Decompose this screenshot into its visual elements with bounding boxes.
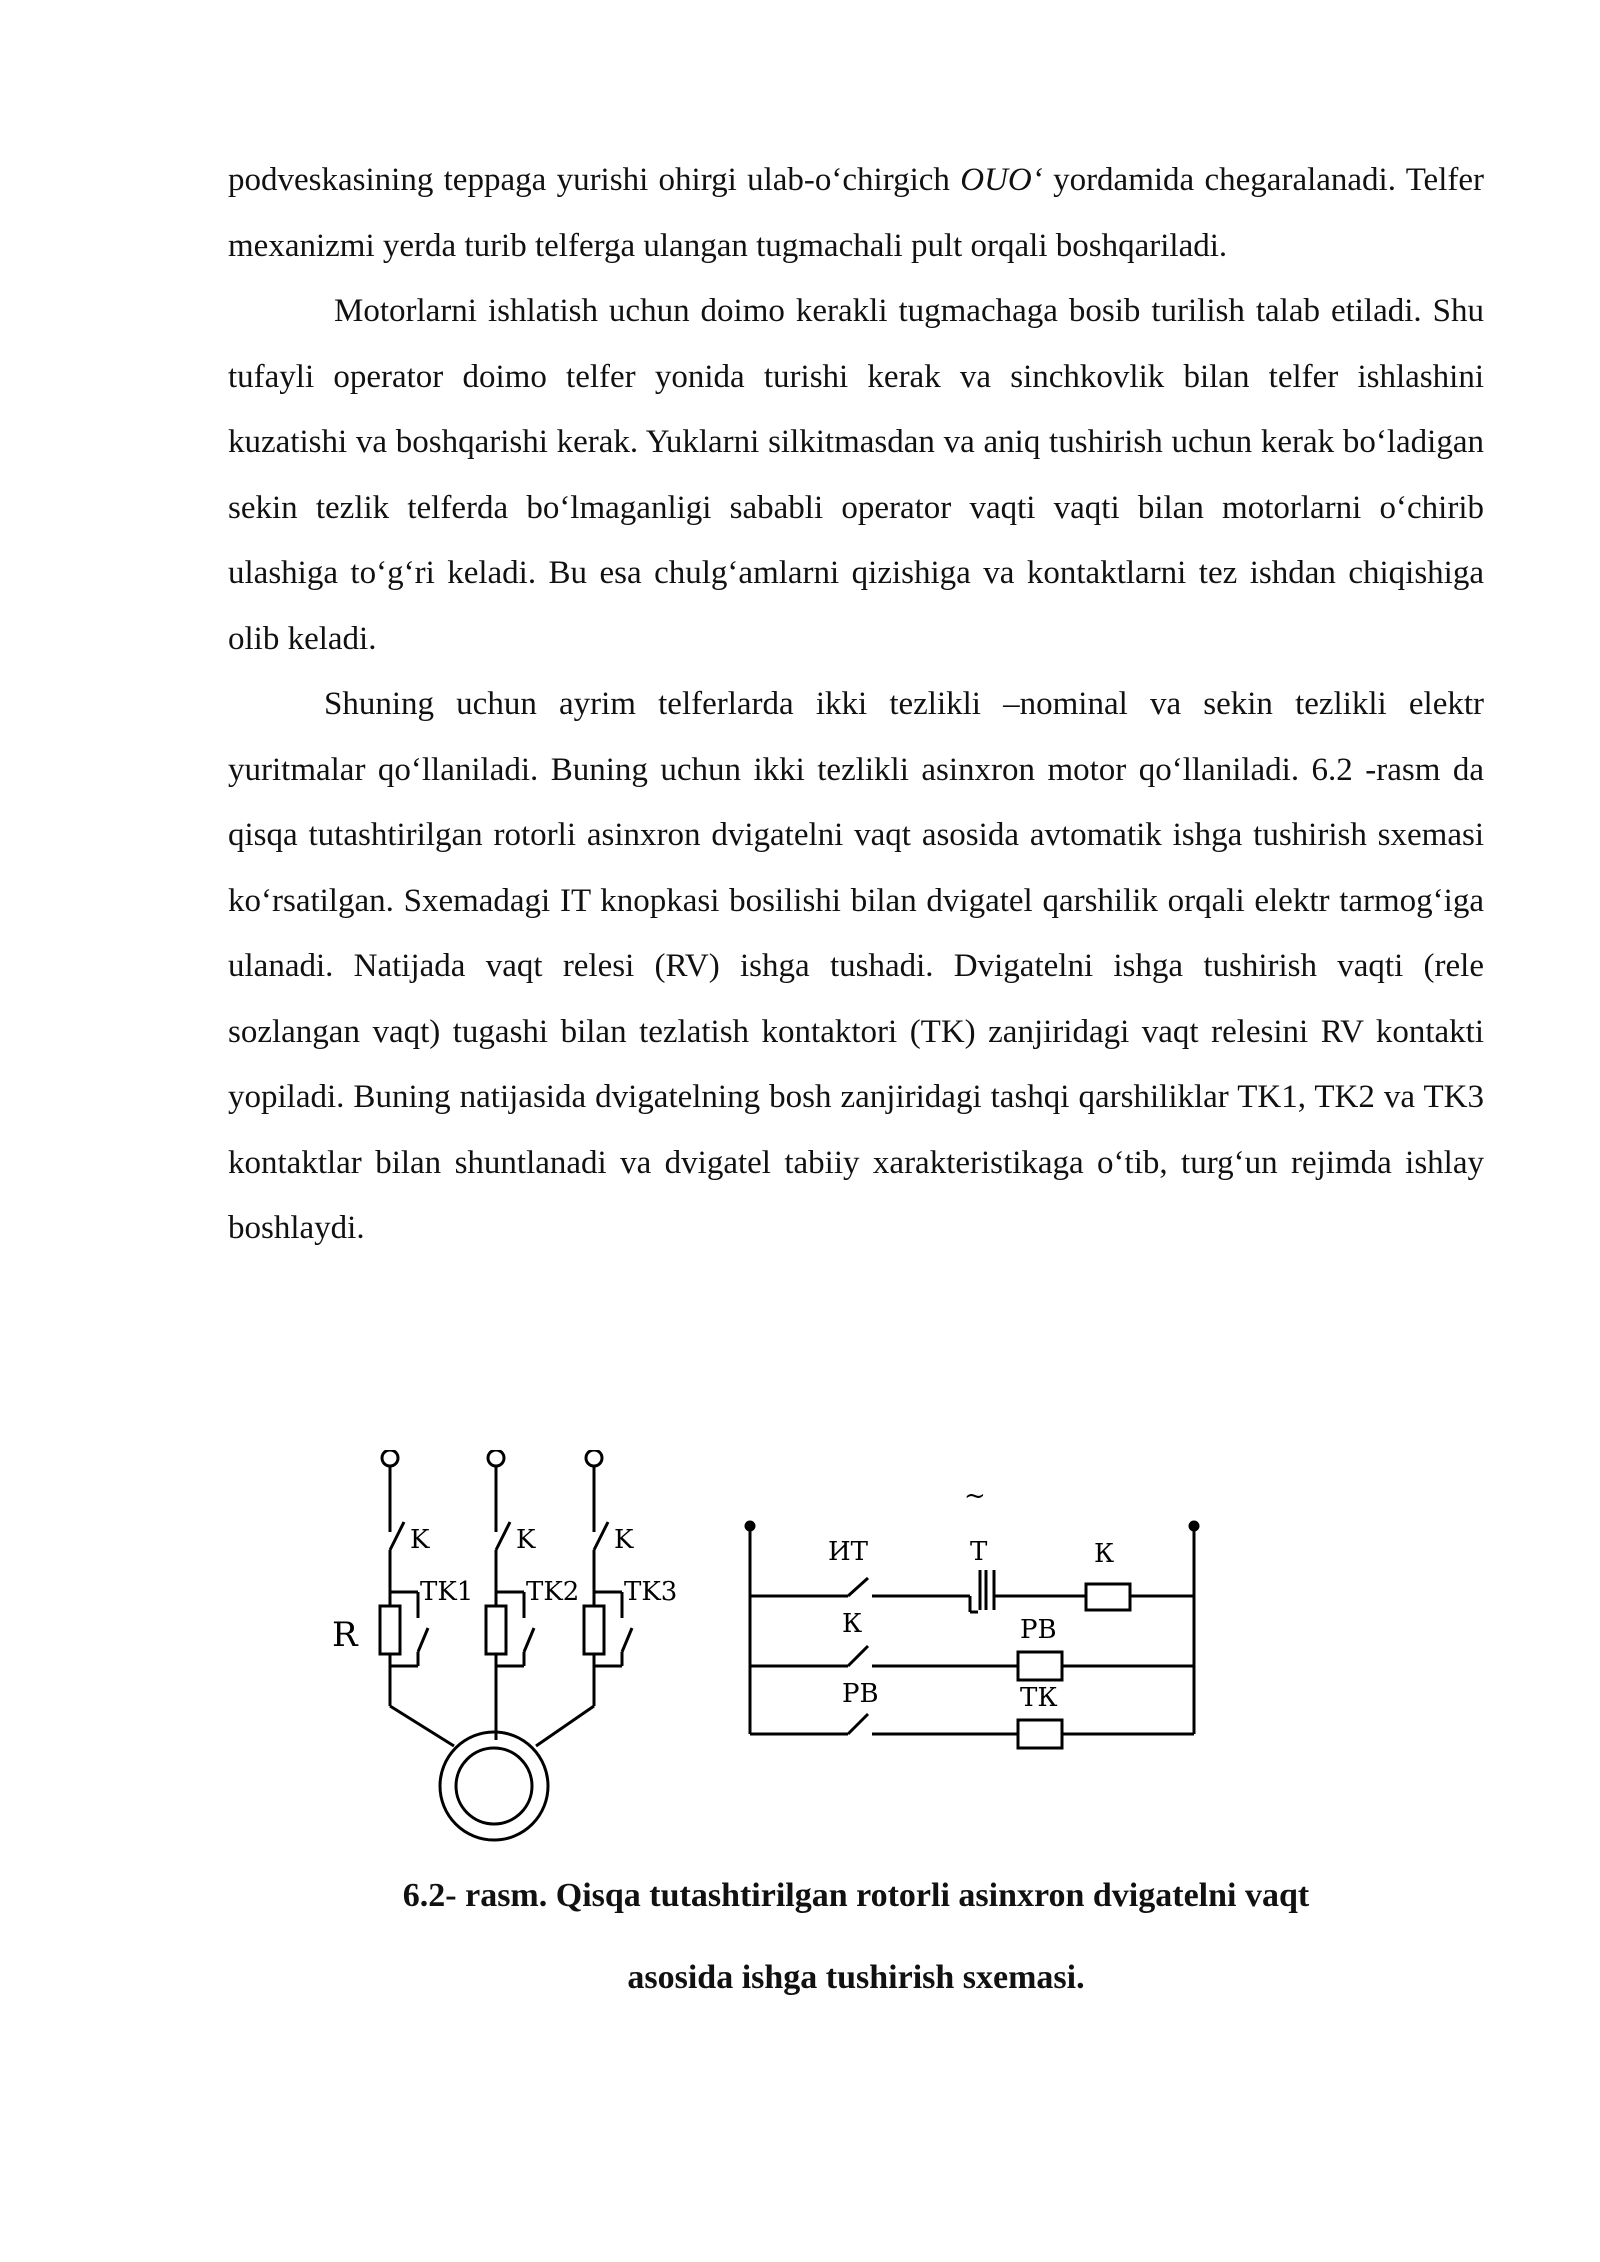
label-tk1: TK1 [420, 1577, 474, 1607]
label-k2: K [516, 1525, 536, 1555]
label-tilde: ~ [964, 1481, 986, 1511]
paragraph-2: Motorlarni ishlatish uchun doimo kerakli tugmachaga bosib turilish talab etiladi. Shu tufayli operator doimo telfer yonida turishi kerak va sinchkovlik bilan telfer ishlashini kuzatishi va boshqarishi kerak. Yuklarni silkitmasdan va aniq tushirish uchun kerak bo‘ladigan sekin tezlik telferda bo‘lmaganligi sababli operator vaqti vaqti bilan motorlarni o‘chirib ulashiga to‘g‘ri keladi. Bu esa chulg‘amlarni qizishiga va kontaktlarni tez ishdan chiqishiga olib keladi. [228, 293, 1484, 657]
label-tk2: TK2 [526, 1577, 580, 1607]
label-k1: K [410, 1525, 430, 1555]
paragraph-3: Shuning uchun ayrim telferlarda ikki tezlikli –nominal va sekin tezlikli elektr yuritmalar qo‘llaniladi. Buning uchun ikki tezlikli asinxron motor qo‘llaniladi. 6.2 -rasm da qisqa tutashtirilgan rotorli asinxron dvigatelni vaqt asosida avtomatik ishga tushirish sxemasi ko‘rsatilgan. Sxemadagi IT knopkasi bosilishi bilan dvigatel qarshilik orqali elektr tarmog‘iga ulanadi. Natijada vaqt relesi (RV) ishga tushadi. Dvigatelni ishga tushirish vaqti (rele sozlangan vaqt) tugashi bilan tezlatish kontaktori (TK) zanjiridagi vaqt relesini RV kontakti yopiladi. Buning natijasida dvigatelning bosh zanjiridagi tashqi qarshiliklar TK1, TK2 va TK3 kontaktlar bilan shuntlanadi va dvigatel tabiiy xarakteristikaga o‘tib, turg‘un rejimda ishlay boshlaydi. [228, 686, 1484, 1246]
circuit-diagram [318, 1450, 1218, 1870]
paragraph-1: podveskasining teppaga yurishi ohirgi ulab-o‘chirgich OUO‘ yordamida chegaralanadi. Telfer mexanizmi yerda turib telferga ulangan tugmachali pult orqali boshqariladi. [228, 162, 1484, 264]
label-rv-contact: РВ [842, 1679, 879, 1709]
label-r: R [332, 1615, 358, 1655]
label-t: Т [970, 1537, 988, 1567]
label-tk-coil: ТК [1020, 1683, 1058, 1713]
figure-caption-line-1: 6.2- rasm. Qisqa tutashtirilgan rotorli asinxron dvigatelni vaqt [402, 1877, 1310, 1914]
label-k-contact: К [842, 1609, 863, 1639]
label-k-coil: К [1094, 1539, 1115, 1569]
label-k3: K [614, 1525, 634, 1555]
body-text [228, 148, 1484, 1262]
figure-caption-line-2: asosida ishga tushirish sxemasi. [627, 1959, 1085, 1996]
label-it: ИТ [828, 1537, 869, 1567]
label-rv-coil: РВ [1020, 1615, 1057, 1645]
label-tk3: TK3 [624, 1577, 678, 1607]
circuit-figure [318, 1450, 1218, 1870]
power-circuit [380, 1450, 632, 1840]
motor-inner-circle [456, 1748, 532, 1824]
ouo-italic: OUO‘ [960, 162, 1043, 198]
